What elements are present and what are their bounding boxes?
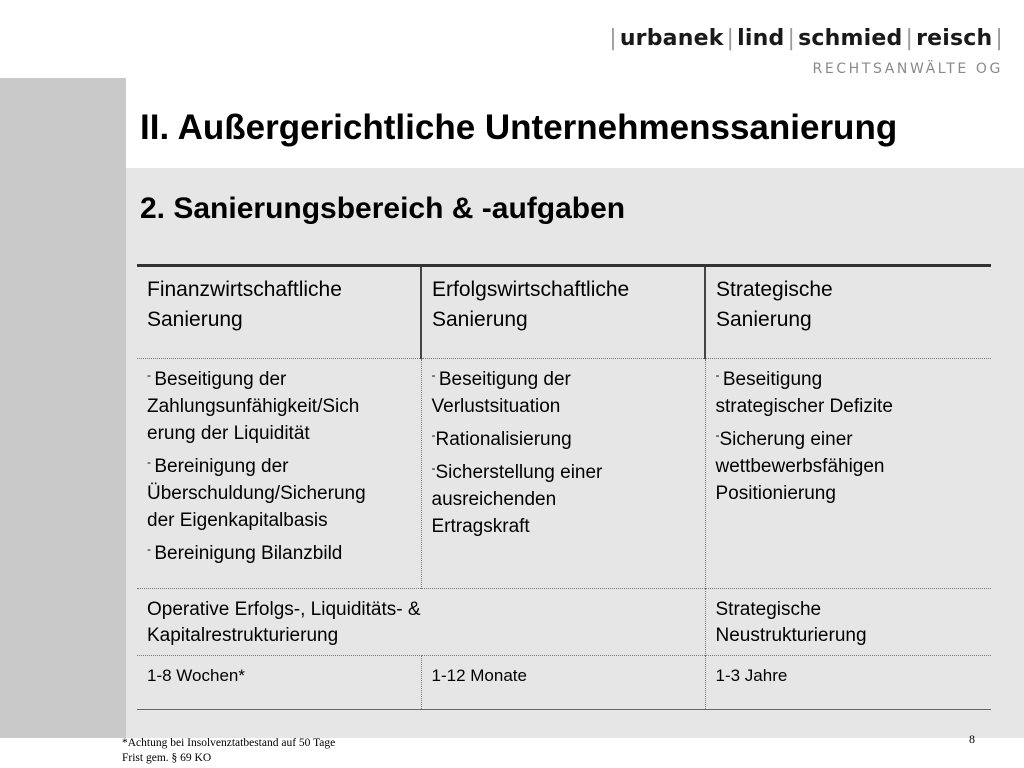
table-restructuring-row	[137, 589, 991, 656]
item-line: Überschuldung/Sicherung	[147, 482, 366, 504]
duration-financial: 1-8 Wochen*	[137, 656, 421, 710]
list-item	[716, 367, 982, 421]
item-line: Bereinigung der	[154, 455, 289, 477]
logo-names	[606, 26, 1006, 51]
logo-name-lind: lind	[737, 26, 785, 51]
logo-separator: |	[609, 26, 617, 51]
header-financial	[137, 266, 421, 359]
bullet-dash: -	[431, 427, 436, 442]
duration-performance: 1-12 Monate	[421, 656, 705, 710]
item-line: strategischer Defizite	[715, 395, 893, 417]
table-tasks-row	[137, 359, 991, 589]
header-line: Sanierung	[432, 308, 528, 332]
cell-line: Neustrukturierung	[715, 624, 867, 646]
item-line: Sicherung einer	[719, 428, 853, 450]
duration-strategic: 1-3 Jahre	[705, 656, 991, 710]
tasks-financial	[137, 359, 421, 589]
cell-line: Strategische	[715, 599, 822, 620]
tasks-strategic	[705, 359, 991, 589]
restructuring-table	[137, 264, 991, 710]
bullet-dash: -	[147, 541, 155, 556]
list-item	[147, 454, 411, 535]
item-line: Beseitigung der	[438, 369, 571, 390]
item-line: Positionierung	[715, 482, 836, 504]
list-item	[432, 367, 695, 421]
firm-logo	[606, 26, 1006, 77]
item-line: Bereinigung Bilanzbild	[154, 542, 343, 564]
bullet-dash: -	[715, 368, 723, 382]
restructuring-operative	[137, 589, 705, 656]
item-line: Beseitigung	[722, 369, 823, 390]
header-line: Sanierung	[147, 308, 243, 332]
restructuring-strategic	[705, 589, 991, 656]
logo-separator: |	[905, 26, 914, 51]
item-line: ausreichenden	[431, 488, 557, 510]
bullet-dash: -	[431, 368, 439, 382]
item-line: wettbewerbsfähigen	[715, 455, 885, 477]
item-line: Sicherstellung einer	[435, 461, 603, 483]
item-line: Rationalisierung	[435, 428, 572, 450]
item-line: Beseitigung der	[154, 369, 287, 390]
header-line: Erfolgswirtschaftliche	[432, 278, 630, 301]
cell-line: Operative Erfolgs-, Liquiditäts- &	[147, 599, 421, 620]
page-number: 8	[969, 732, 975, 746]
slide-title: II. Außergerichtliche Unternehmenssanierung	[140, 108, 898, 147]
footnote	[122, 736, 335, 766]
slide-subtitle: 2. Sanierungsbereich & -aufgaben	[140, 192, 626, 225]
header-strategic	[705, 266, 991, 359]
bullet-dash: -	[715, 427, 720, 442]
logo-name-reisch: reisch	[916, 26, 993, 51]
cell-line: Kapitalrestrukturierung	[147, 624, 339, 646]
logo-name-urbanek: urbanek	[619, 26, 724, 51]
footnote-line: Frist gem. § 69 KO	[122, 751, 212, 764]
logo-name-schmied: schmied	[798, 26, 903, 51]
footnote-line: *Achtung bei Insolvenztatbestand auf 50 Tage	[122, 737, 336, 749]
table-duration-row	[137, 656, 991, 710]
item-line: Ertragskraft	[431, 515, 530, 537]
list-item	[147, 367, 411, 448]
header-line: Sanierung	[716, 308, 812, 332]
list-item	[432, 427, 695, 454]
logo-separator: |	[995, 26, 1003, 51]
item-line: Verlustsituation	[431, 395, 561, 417]
bullet-dash: -	[147, 454, 155, 469]
table-header-row	[137, 266, 991, 359]
item-line: erung der Liquidität	[147, 422, 310, 444]
logo-subtitle: RECHTSANWÄLTE OG	[812, 61, 1003, 77]
list-item	[147, 541, 411, 568]
logo-separator: |	[726, 26, 735, 51]
header-line: Strategische	[716, 278, 833, 301]
header-performance	[421, 266, 705, 359]
logo-separator: |	[787, 26, 796, 51]
bullet-dash: -	[147, 368, 155, 382]
list-item	[716, 427, 982, 508]
bullet-dash: -	[431, 460, 436, 475]
tasks-performance	[421, 359, 705, 589]
list-item	[432, 460, 695, 541]
header-line: Finanzwirtschaftliche	[147, 278, 342, 301]
item-line: Zahlungsunfähigkeit/Sich	[147, 395, 360, 417]
item-line: der Eigenkapitalbasis	[147, 509, 328, 531]
left-decor-bar	[0, 78, 126, 738]
